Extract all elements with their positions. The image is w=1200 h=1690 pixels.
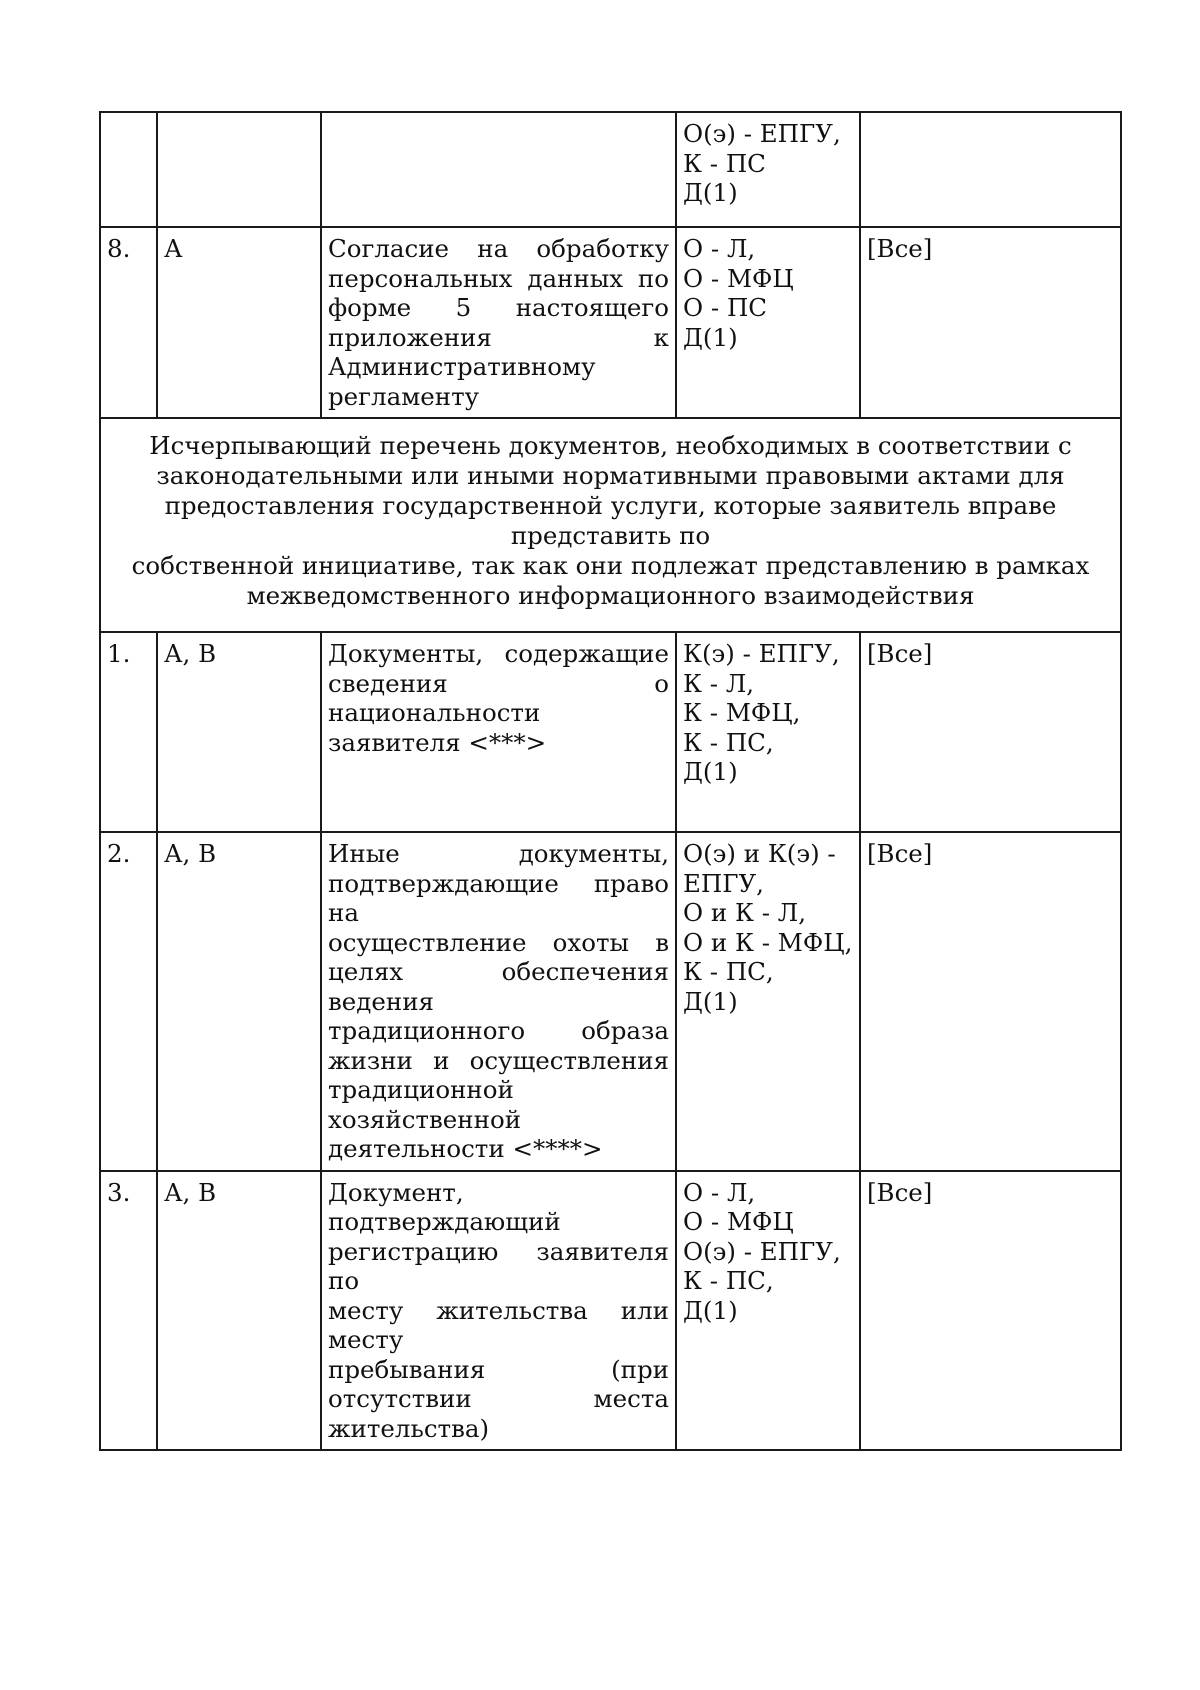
document-line: жительства) [328, 1413, 490, 1443]
cell-document [321, 1171, 676, 1451]
cell-number [100, 112, 157, 227]
cell-category [157, 112, 321, 227]
section-heading-line: Исчерпывающий перечень документов, необходимых в соответствии с [149, 431, 1072, 460]
section-heading-line: межведомственного информационного взаимодействия [246, 581, 975, 610]
document-line: форме 5 настоящего [328, 293, 669, 322]
document-line: пребывания (при [328, 1354, 669, 1384]
document-line: месту жительства или месту [328, 1295, 669, 1354]
section-heading-line: законодательными или иными нормативными правовыми актами для [156, 461, 1065, 490]
document-line: регламенту [328, 381, 480, 411]
cell-applicants [860, 112, 1121, 227]
cell-category: А, В [157, 832, 321, 1171]
cell-number: 2. [100, 832, 157, 1171]
form-line: Д(1) [683, 178, 738, 207]
form-line: О(э) и К(э) - [683, 839, 836, 868]
document-line: приложения к [328, 322, 669, 352]
document-line: традиционного образа [328, 1016, 669, 1045]
form-line: О - Л, [683, 234, 756, 263]
form-line: О(э) - ЕПГУ, [683, 119, 841, 148]
table-row [100, 1171, 1121, 1451]
form-line: К - ПС, [683, 957, 774, 986]
form-line: К - Л, [683, 668, 755, 698]
section-heading-line: предоставления государственной услуги, которые заявитель вправе представить по [164, 491, 1057, 550]
form-line: ЕПГУ, [683, 868, 764, 898]
form-line: К - ПС, [683, 1266, 774, 1295]
cell-submission-form [676, 227, 860, 418]
cell-applicants: [Все] [860, 632, 1121, 832]
cell-number: 8. [100, 227, 157, 418]
document-line: осуществление охоты в [328, 927, 669, 957]
form-line: К - ПС, [683, 727, 774, 757]
form-line: К - ПС [683, 148, 766, 178]
cell-applicants: [Все] [860, 1171, 1121, 1451]
cell-submission-form [676, 832, 860, 1171]
document-line: Согласие на обработку [328, 234, 669, 263]
form-line: Д(1) [683, 986, 738, 1016]
cell-category: А, В [157, 1171, 321, 1451]
document-line: подтверждающие право на [328, 868, 669, 927]
cell-submission-form [676, 1171, 860, 1451]
cell-number: 3. [100, 1171, 157, 1451]
form-line: Д(1) [683, 1295, 738, 1325]
document-line: хозяйственной [328, 1104, 522, 1134]
document-line: жизни и осуществления [328, 1045, 669, 1075]
cell-applicants: [Все] [860, 227, 1121, 418]
document-line: регистрацию заявителя по [328, 1236, 669, 1295]
document-line: персональных данных по [328, 263, 669, 293]
section-heading [100, 418, 1121, 632]
document-line: традиционной [328, 1075, 514, 1104]
document-line: Административному [328, 352, 596, 381]
document-line: Иные документы, [328, 839, 669, 868]
section-heading-line: собственной инициативе, так как они подлежат представлению в рамках [131, 551, 1090, 580]
form-line: О - МФЦ [683, 1207, 794, 1236]
form-line: О - ПС [683, 293, 768, 322]
document-line: сведения о национальности [328, 668, 669, 727]
cell-submission-form [676, 112, 860, 227]
cell-document [321, 632, 676, 832]
form-line: Д(1) [683, 322, 738, 352]
document-line: деятельности <****> [328, 1134, 603, 1163]
form-line: К - МФЦ, [683, 698, 801, 727]
document-line: отсутствии места [328, 1384, 669, 1413]
cell-document [321, 227, 676, 418]
cell-document [321, 112, 676, 227]
table-row [100, 632, 1121, 832]
form-line: Д(1) [683, 757, 738, 786]
section-heading-row [100, 418, 1121, 632]
table-row-continuation [100, 112, 1121, 227]
documents-table [99, 111, 1122, 1451]
document-line: заявителя <***> [328, 727, 547, 757]
document-line: Документы, содержащие [328, 639, 669, 668]
document-line: подтверждающий [328, 1207, 561, 1236]
form-line: О - МФЦ [683, 263, 794, 293]
form-line: О - Л, [683, 1177, 756, 1207]
cell-category: А [157, 227, 321, 418]
cell-document [321, 832, 676, 1171]
table-row [100, 832, 1121, 1171]
document-line: Документ, [328, 1177, 464, 1207]
cell-applicants: [Все] [860, 832, 1121, 1171]
form-line: О и К - МФЦ, [683, 927, 853, 957]
form-line: О(э) - ЕПГУ, [683, 1236, 841, 1266]
form-line: О и К - Л, [683, 898, 807, 927]
cell-category: А, В [157, 632, 321, 832]
form-line: К(э) - ЕПГУ, [683, 639, 840, 668]
table-row [100, 227, 1121, 418]
document-line: целях обеспечения ведения [328, 957, 669, 1016]
cell-number: 1. [100, 632, 157, 832]
cell-submission-form [676, 632, 860, 832]
